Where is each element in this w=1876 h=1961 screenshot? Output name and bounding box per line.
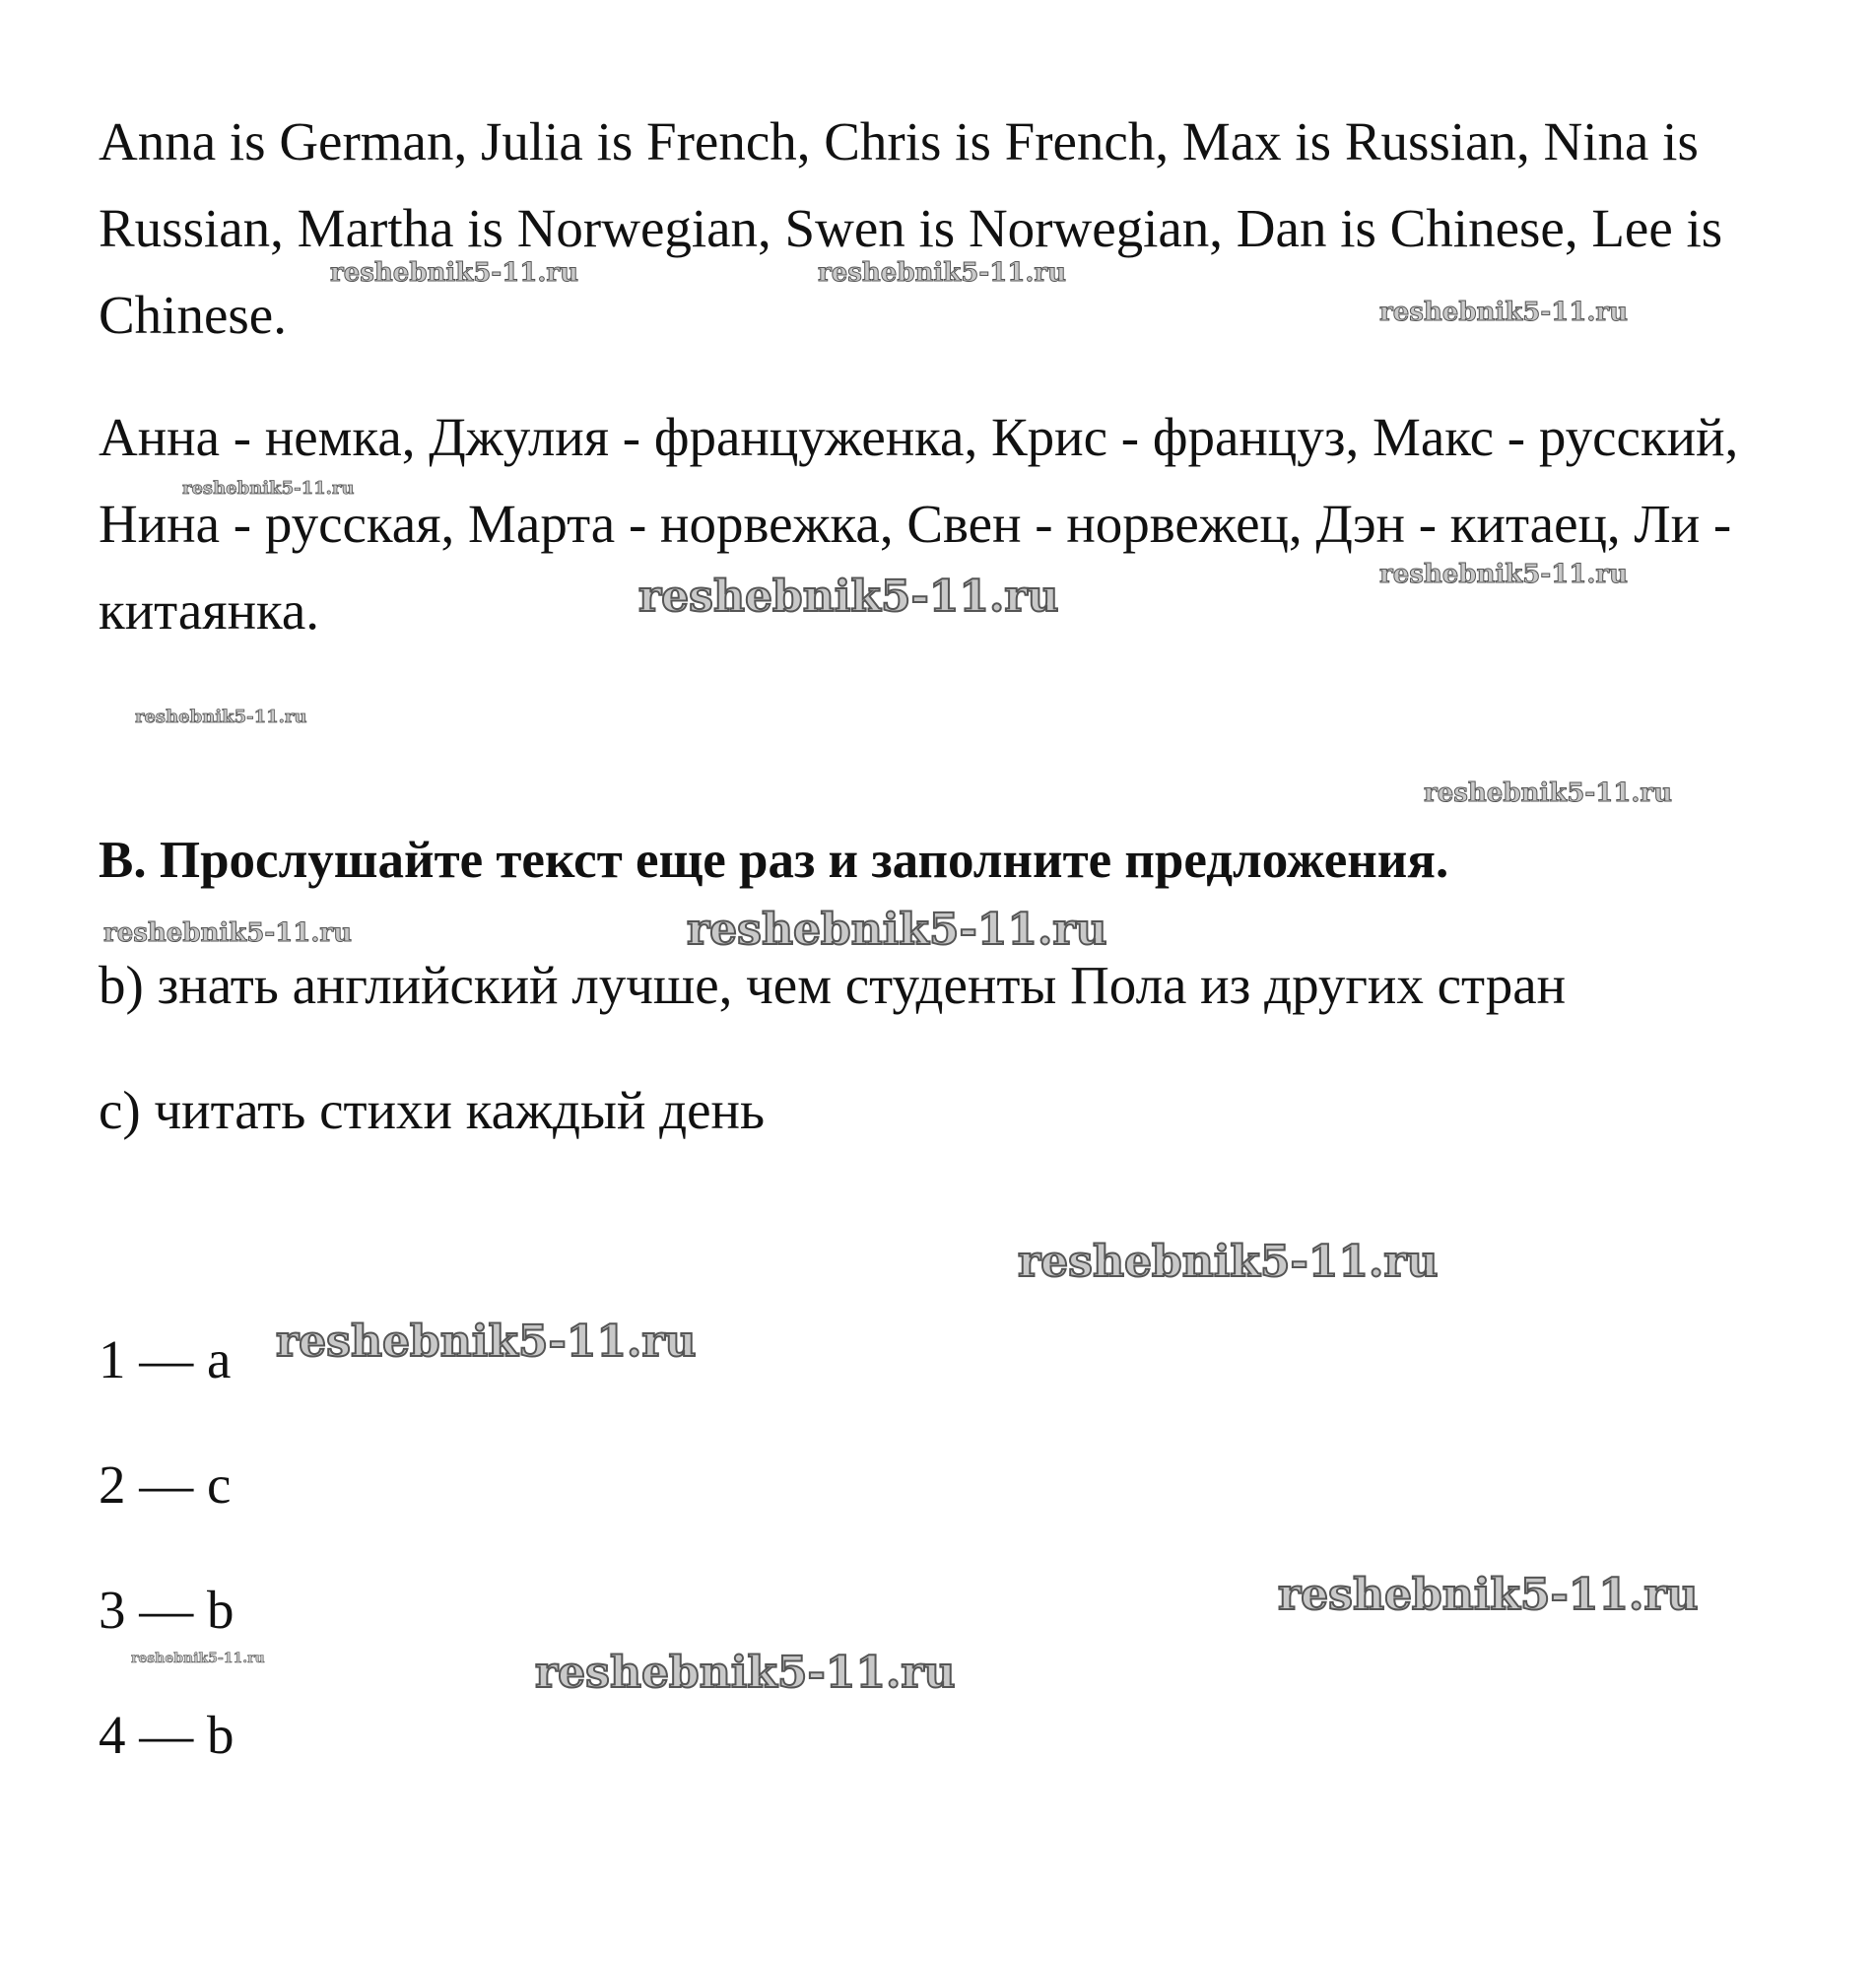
answer-1: 1 — a xyxy=(99,1329,232,1389)
watermark: reshebnik5-11.ru xyxy=(1278,1570,1699,1620)
watermark: reshebnik5-11.ru xyxy=(1379,298,1629,327)
watermark: reshebnik5-11.ru xyxy=(1424,778,1673,808)
answer-4: 4 — b xyxy=(99,1705,234,1765)
watermark: reshebnik5-11.ru xyxy=(535,1648,956,1698)
answer-3: 3 — b xyxy=(99,1580,234,1640)
watermark: reshebnik5-11.ru xyxy=(131,1651,265,1666)
watermark: reshebnik5-11.ru xyxy=(330,258,579,288)
watermark: reshebnik5-11.ru xyxy=(182,478,355,499)
answer-2: 2 — c xyxy=(99,1454,232,1515)
option-c: c) читать стихи каждый день xyxy=(99,1080,766,1140)
watermark: reshebnik5-11.ru xyxy=(687,905,1107,955)
watermark: reshebnik5-11.ru xyxy=(818,258,1067,288)
watermark: reshebnik5-11.ru xyxy=(1018,1237,1439,1287)
section-heading: B. Прослушайте текст еще раз и заполните предложения. xyxy=(99,832,1449,889)
english-paragraph: Anna is German, Julia is French, Chris is French, Max is Russian, Nina is Russian, Martha is Norwegian, Swen is Norwegian, Dan is Chinese, Lee is Chinese. xyxy=(99,111,1723,345)
watermark: reshebnik5-11.ru xyxy=(135,707,307,727)
watermark: reshebnik5-11.ru xyxy=(276,1317,697,1367)
watermark: reshebnik5-11.ru xyxy=(1379,560,1629,589)
russian-paragraph: Анна - немка, Джулия - француженка, Крис - француз, Макс - русский, Нина - русская, Марта - норвежка, Свен - норвежец, Дэн - китаец, Ли - китаянка. xyxy=(99,407,1739,641)
watermark: reshebnik5-11.ru xyxy=(638,572,1059,622)
watermark: reshebnik5-11.ru xyxy=(103,918,353,948)
option-b: b) знать английский лучше, чем студенты Пола из других стран xyxy=(99,955,1567,1015)
